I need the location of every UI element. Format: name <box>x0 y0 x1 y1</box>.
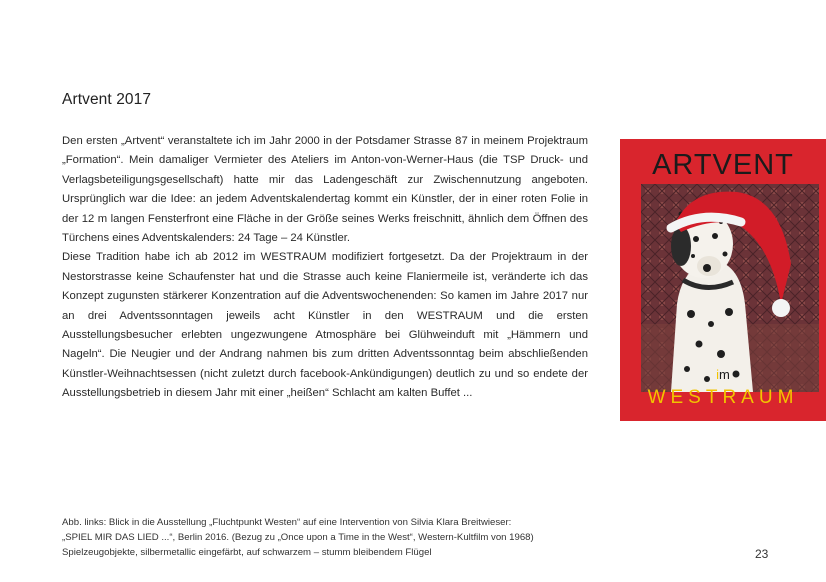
caption-line-3: Spielzeugobjekte, silbermetallic eingefärbt, auf schwarzem – stumm bleibendem Flügel <box>62 546 432 558</box>
poster-im-first-letter: i <box>716 367 720 382</box>
paragraph-2: Diese Tradition habe ich ab 2012 im WESTRAUM modifiziert fortgesetzt. Da der Projektraum in der Nestorstrasse keine Schaufenster hat und die Strasse auch keine Flaniermeile ist, veränderte ich das Konzept zugunsten stärkerer Konzentration auf die Adventswochenenden: So kamen im Jahre 2017 nur an drei Adventssonntagen jeweils acht Künstler in den WESTRAUM und die ersten Ausstellungsbesucher erlebten ungezwungene Atmosphäre bei Glühweinduft mit „Hämmern und Nageln“. Die Neugier und der Andrang nahmen bis zum dritten Adventssonntag beim abschließenden Künstler-Weihnachtsessen (nicht zuletzt durch facebook-Ankündigungen) deutlich zu und so endete der Ausstellungsbetrieb in diesem Jahr mit einer „heißen“ Schlacht am kalten Buffet ... <box>62 251 588 400</box>
dalmatian-with-santa-hat-icon <box>641 184 819 392</box>
poster-title: ARTVENT <box>652 149 794 181</box>
paragraph-1: Den ersten „Artvent“ veranstaltete ich im Jahr 2000 in der Potsdamer Strasse 87 in meinem Projektraum „Formation“. Mein damaliger Vermieter des Ateliers im Anton-von-Werner-Haus (die TSP Druck- und Verlagsbeteiligungsgesellschaft) hatte mir das Ladengeschäft zur Zwischennutzung angeboten. Ursprünglich war die Idee: an jedem Adventskalendertag kommt ein Künstler, der in einer roten Folie in der 12 m langen Fensterfront eine Fläche in der Größe seines Werks freischnitt, ähnlich dem Öffnen des Türchens eines Adventskalenders: 24 Tage – 24 Künstler. <box>62 135 588 245</box>
poster-im-label <box>620 367 826 382</box>
page-heading: Artvent 2017 <box>62 91 152 108</box>
figure-caption <box>62 516 622 560</box>
artvent-poster <box>620 139 826 421</box>
caption-line-2: „SPIEL MIR DAS LIED ...“, Berlin 2016. (Bezug zu „Once upon a Time in the West“, Western-Kultfilm von 1968) <box>62 531 534 543</box>
caption-line-1: Abb. links: Blick in die Ausstellung „Fluchtpunkt Westen“ auf eine Intervention von Silvia Klara Breitwieser: <box>62 517 512 528</box>
poster-photo <box>641 184 819 392</box>
page-number: 23 <box>755 547 769 561</box>
poster-im-rest: m <box>719 367 730 382</box>
poster-location: WESTRAUM <box>647 387 799 408</box>
body-text <box>62 132 588 404</box>
